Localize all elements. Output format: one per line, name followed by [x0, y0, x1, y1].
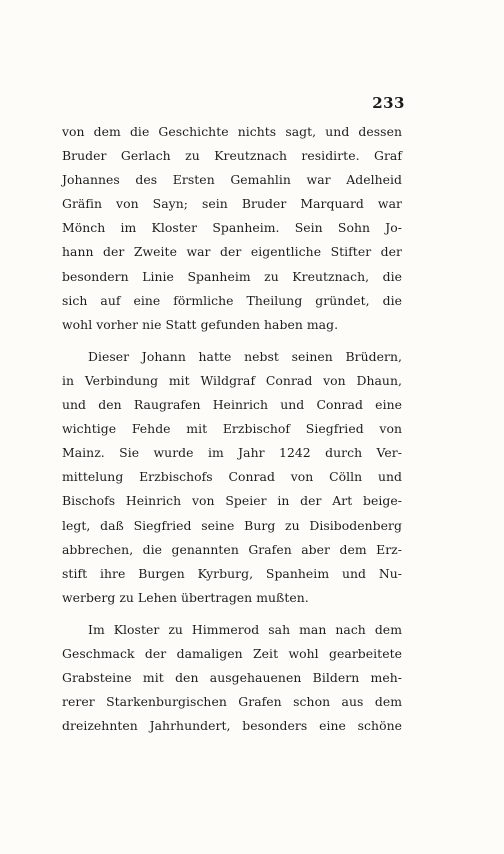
text-line: dreizehnten Jahrhundert, besonders eine schöne: [62, 718, 402, 734]
text-line: abbrechen, die genannten Grafen aber dem Erz-: [62, 541, 402, 557]
text-line: Mönch im Kloster Spanheim. Sein Sohn Jo-: [62, 220, 402, 236]
page-number: 233: [372, 94, 405, 112]
text-line: werberg zu Lehen übertragen mußten.: [62, 589, 309, 605]
body-text: [62, 120, 402, 738]
text-line: Gräfin von Sayn; sein Bruder Marquard war: [62, 196, 402, 212]
text-line: sich auf eine förmliche Theilung gründet, die: [62, 292, 402, 308]
text-line: und den Raugrafen Heinrich und Conrad eine: [62, 397, 402, 413]
text-line: von dem die Geschichte nichts sagt, und dessen: [62, 124, 402, 139]
text-line: Bruder Gerlach zu Kreutznach residirte. Graf: [62, 148, 402, 164]
paragraph-3: [62, 618, 402, 738]
text-line: legt, daß Siegfried seine Burg zu Disibodenberg: [62, 517, 402, 533]
text-line: rerer Starkenburgischen Grafen schon aus dem: [62, 694, 402, 710]
paragraph-2: [62, 345, 402, 610]
text-line: Grabsteine mit den ausgehauenen Bildern meh-: [62, 670, 402, 686]
text-line: in Verbindung mit Wildgraf Conrad von Dhaun,: [62, 372, 402, 388]
paragraph-1: [62, 120, 402, 337]
text-line: besondern Linie Spanheim zu Kreutznach, die: [62, 268, 402, 284]
text-line: Bischofs Heinrich von Speier in der Art beige-: [62, 493, 402, 509]
text-line: Dieser Johann hatte nebst seinen Brüdern,: [88, 348, 402, 364]
text-line: Im Kloster zu Himmerod sah man nach dem: [88, 621, 402, 637]
text-line: mittelung Erzbischofs Conrad von Cölln und: [62, 469, 402, 485]
text-line: wichtige Fehde mit Erzbischof Siegfried von: [62, 421, 402, 437]
text-line: wohl vorher nie Statt gefunden haben mag.: [62, 316, 339, 332]
text-line: stift ihre Burgen Kyrburg, Spanheim und Nu-: [62, 565, 402, 581]
text-line: Johannes des Ersten Gemahlin war Adelheid: [62, 172, 402, 188]
text-line: hann der Zweite war der eigentliche Stifter der: [62, 244, 402, 260]
text-line: Geschmack der damaligen Zeit wohl gearbeitete: [62, 645, 402, 661]
text-line: Mainz. Sie wurde im Jahr 1242 durch Ver-: [62, 445, 402, 461]
